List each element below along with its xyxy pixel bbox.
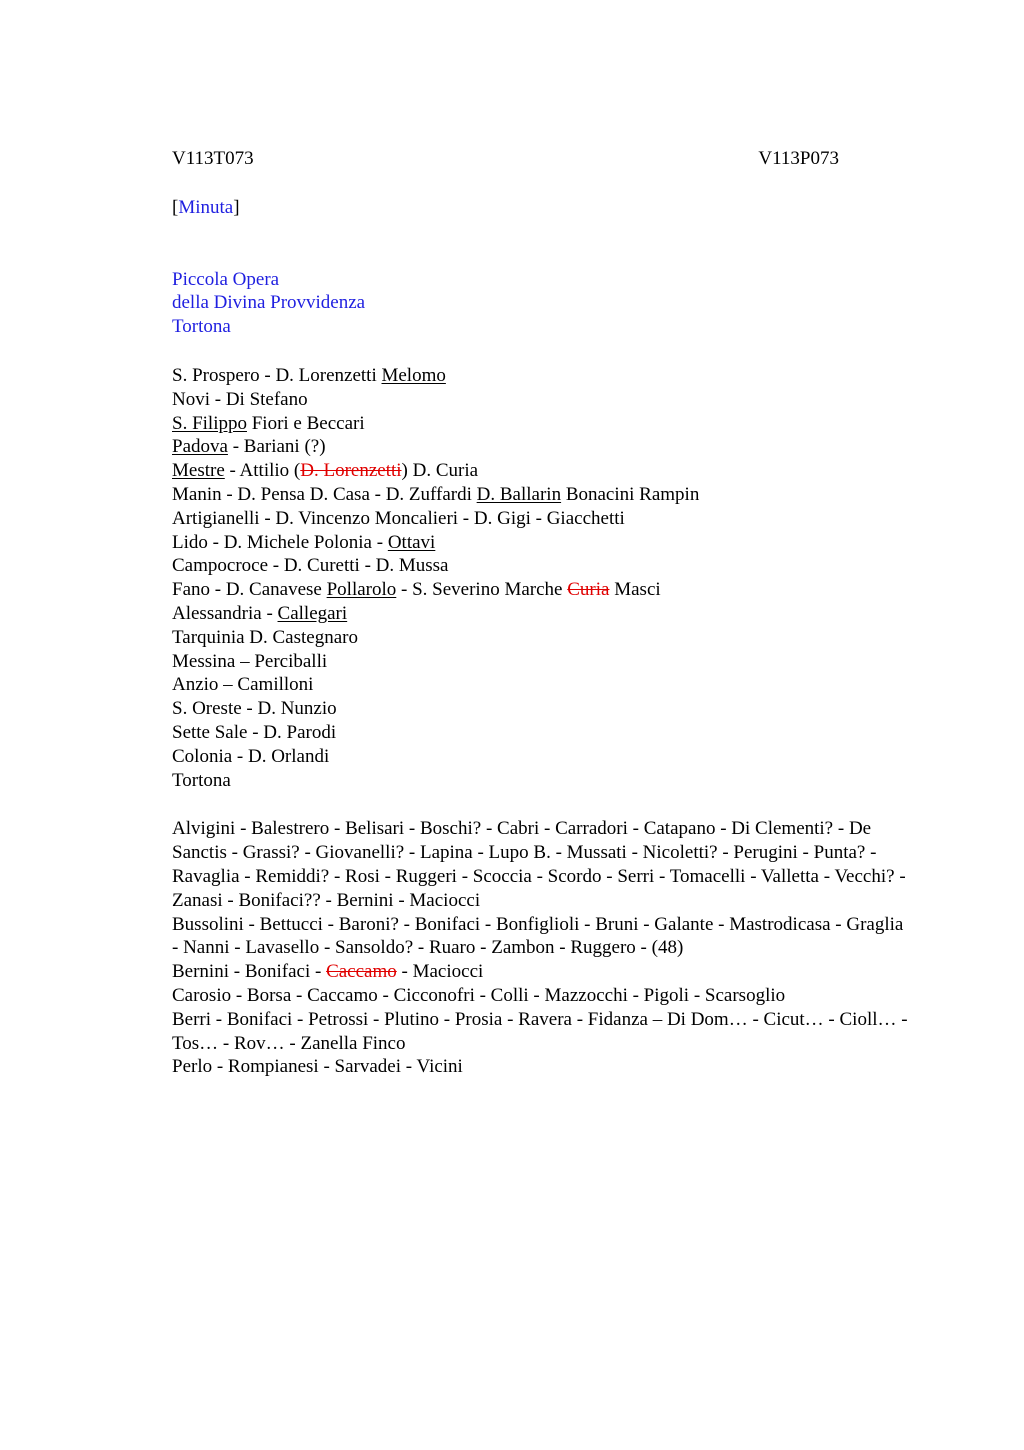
houses-list	[172, 364, 908, 792]
house-text: S. Prospero - D. Lorenzetti	[172, 364, 382, 386]
house-text: Colonia - D. Orlandi	[172, 745, 330, 767]
house-text: - Bariani (?)	[227, 436, 326, 458]
house-text: Anzio – Camilloni	[172, 674, 314, 696]
house-text: S. Oreste - D. Nunzio	[172, 698, 337, 720]
underlined-name: Mestre	[172, 460, 225, 482]
house-line	[172, 364, 908, 388]
house-text: Masci	[609, 579, 661, 601]
house-line	[172, 721, 908, 745]
names-paragraph-3: Bernini - Bonifaci - Caccamo - Maciocci	[172, 961, 484, 983]
photo-code: V113P073	[758, 148, 839, 169]
underlined-name: S. Filippo	[172, 412, 247, 434]
deleted-name: Caccamo	[326, 961, 397, 983]
transcription-code: V113T073	[172, 148, 254, 169]
house-line	[172, 650, 908, 674]
house-line	[172, 531, 908, 555]
house-text: Alessandria -	[172, 602, 278, 624]
house-text: Sette Sale - D. Parodi	[172, 721, 337, 743]
underlined-name: D. Ballarin	[476, 483, 562, 505]
house-line	[172, 745, 908, 769]
draft-note: [Minuta]	[172, 196, 240, 218]
house-text: ) D. Curia	[401, 460, 479, 482]
institution-heading	[172, 268, 908, 339]
house-line	[172, 578, 908, 602]
house-line	[172, 697, 908, 721]
house-line	[172, 554, 908, 578]
underlined-name: Ottavi	[387, 531, 436, 553]
names-paragraph-5: Berri - Bonifaci - Petrossi - Plutino - Prosia - Ravera - Fidanza – Di Dom… - Cicut… - Cioll… - Tos… - Rov… - Zanella Finco	[172, 1008, 908, 1054]
house-line	[172, 769, 908, 793]
institution-line-3: Tortona	[172, 316, 231, 338]
house-line	[172, 507, 908, 531]
underlined-name: Pollarolo	[326, 579, 397, 601]
house-line	[172, 483, 908, 507]
house-line	[172, 459, 908, 483]
house-text: - S. Severino Marche	[396, 579, 568, 601]
house-text: Tortona	[172, 769, 231, 791]
house-text: Fano - D. Canavese	[172, 579, 327, 601]
house-line	[172, 602, 908, 626]
house-text: Tarquinia D. Castegnaro	[172, 626, 358, 648]
house-text: Bonacini Rampin	[561, 483, 700, 505]
names-paragraph-4: Carosio - Borsa - Caccamo - Cicconofri - Colli - Mazzocchi - Pigoli - Scarsoglio	[172, 984, 786, 1006]
house-line	[172, 435, 908, 459]
house-text: Campocroce - D. Curetti - D. Mussa	[172, 555, 449, 577]
document-header	[172, 147, 839, 171]
house-text: Lido - D. Michele Polonia -	[172, 531, 388, 553]
house-line	[172, 673, 908, 697]
names-paragraph-1: Alvigini - Balestrero - Belisari - Boschi? - Cabri - Carradori - Catapano - Di Clementi? - De Sanctis - Grassi? - Giovanelli? - Lapina - Lupo B. - Mussati - Nicoletti? - Perugini - Punta? - Ravaglia - Remiddi? - Rosi - Ruggeri - Scoccia - Scordo - Serri - Tomacelli - Valletta - Vecchi? - Zanasi - Bonifaci?? - Bernini - Maciocci	[172, 818, 906, 911]
house-text: - Attilio (	[224, 460, 301, 482]
deleted-name: D. Lorenzetti	[300, 460, 402, 482]
house-text: Novi - Di Stefano	[172, 388, 308, 410]
underlined-name: Padova	[172, 436, 228, 458]
document-page	[172, 147, 908, 1079]
underlined-name: Callegari	[277, 602, 348, 624]
house-line	[172, 626, 908, 650]
house-text: Fiori e Beccari	[246, 412, 365, 434]
deleted-name: Curia	[567, 579, 610, 601]
house-line	[172, 412, 908, 436]
institution-line-1: Piccola Opera	[172, 268, 280, 290]
house-text: Manin - D. Pensa D. Casa - D. Zuffardi	[172, 483, 477, 505]
names-paragraph-2: Bussolini - Bettucci - Baroni? - Bonifaci - Bonfiglioli - Bruni - Galante - Mastrodicasa - Graglia - Nanni - Lavasello - Sansoldo? - Ruaro - Zambon - Ruggero - (48)	[172, 913, 904, 959]
names-list	[172, 817, 908, 1079]
house-text: Artigianelli - D. Vincenzo Moncalieri - D. Gigi - Giacchetti	[172, 507, 625, 529]
house-text: Messina – Perciballi	[172, 650, 328, 672]
draft-label: Minuta	[178, 196, 234, 218]
names-paragraph-6: Perlo - Rompianesi - Sarvadei - Vicini	[172, 1056, 463, 1078]
house-line	[172, 388, 908, 412]
institution-line-2: della Divina Provvidenza	[172, 292, 366, 314]
underlined-name: Melomo	[381, 364, 446, 386]
